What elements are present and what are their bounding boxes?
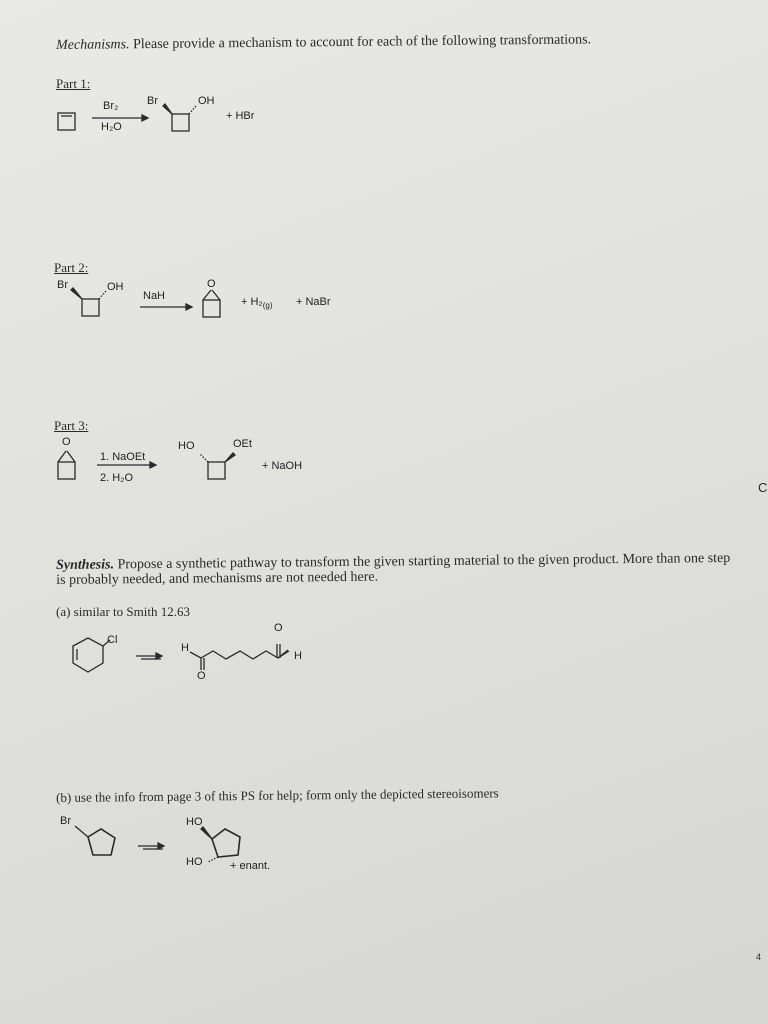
edge-letter: C xyxy=(758,480,768,495)
part2-label: Part 2: xyxy=(54,260,89,275)
part1-byproduct: + HBr xyxy=(226,110,255,122)
synthesis-intro: Propose a synthetic pathway to transform the given starting material to the given product. More than one step is probably needed, and mechanisms are not needed here. xyxy=(56,550,731,588)
part-a-product-o-top: O xyxy=(274,622,283,634)
part1-product-br: Br xyxy=(147,95,158,107)
part-b-enant: + enant. xyxy=(230,860,271,872)
h2-text: + H₂ xyxy=(241,296,263,308)
part-a-product-o-bottom: O xyxy=(197,670,206,682)
synthesis-title: Synthesis. xyxy=(56,557,115,573)
mechanisms-title: Mechanisms. xyxy=(56,37,130,53)
mechanisms-intro: Please provide a mechanism to account for each of the following transformations. xyxy=(132,32,592,53)
part2-sm-br: Br xyxy=(57,279,68,291)
bromocyclopentane-ring xyxy=(88,829,115,855)
diol-ring xyxy=(212,829,240,857)
part1-reagent-top: Br₂ xyxy=(103,100,119,112)
part-b-sm-br: Br xyxy=(60,815,71,827)
part-b-product-ho-top: HO xyxy=(186,816,203,828)
part3-reagent-1: 1. NaOEt xyxy=(100,451,146,463)
page-number: 4 xyxy=(756,952,762,962)
part3-product-ho: HO xyxy=(178,440,195,452)
h2-phase: (g) xyxy=(262,301,273,311)
part-a-sm-cl: Cl xyxy=(107,634,118,646)
part3-product-oet: OEt xyxy=(233,438,252,450)
part2-sm-oh: OH xyxy=(107,281,124,293)
part2-reagent: NaH xyxy=(143,290,166,302)
part2-product-o: O xyxy=(207,278,216,290)
part-b-product-ho-bottom: HO xyxy=(186,856,203,868)
part1-product-oh: OH xyxy=(198,95,215,107)
part2-byproduct-nabr: + NaBr xyxy=(296,296,331,308)
part-b-label: (b) use the info from page 3 of this PS for help; form only the depicted stereoisomers xyxy=(56,785,499,805)
part-a-product-h-right: H xyxy=(294,650,302,662)
part3-reagent-2: 2. H₂O xyxy=(100,472,133,484)
part3-byproduct: + NaOH xyxy=(262,460,303,472)
part-a-product-h-left: H xyxy=(181,642,189,654)
part3-sm-o: O xyxy=(62,436,71,448)
part1-reagent-bottom: H₂O xyxy=(101,121,122,133)
part3-label: Part 3: xyxy=(54,418,89,433)
part-a-label: (a) similar to Smith 12.63 xyxy=(56,604,190,619)
part1-label: Part 1: xyxy=(56,76,91,91)
